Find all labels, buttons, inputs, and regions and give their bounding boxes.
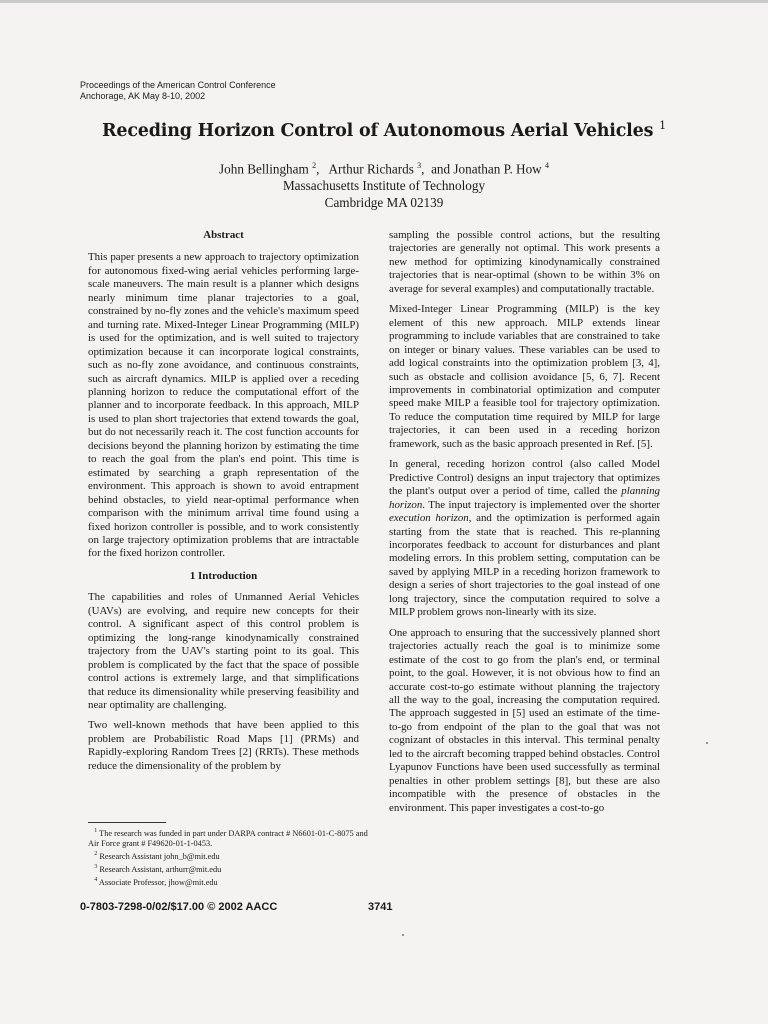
author-1-mark: 2 — [312, 161, 317, 170]
right-paragraph-3-part-c: , and the optimization is performed again starting from the state that is reached. This re-planning incorporates feedback to account for disturbances and plant modeling errors. In this problem setting, computation can be saved by applying MILP in a receding horizon framework to design a series of short trajectories to the goal instead of one long trajectory, since the computation required to solve a MILP problem grows non-linearly with its size. — [389, 512, 660, 619]
footnote-2-mark: 2 — [94, 851, 98, 858]
author-names: John Bellingham $^2$, Arthur Richards $^3$, and Jonathan P. How $^4$ — [219, 161, 549, 177]
footnote-3 — [88, 862, 368, 875]
author-2: Arthur Richards — [328, 161, 414, 177]
footnote-2-text: Research Assistant john_b@mit.edu — [99, 852, 220, 862]
right-paragraph-4: One approach to ensuring that the successively planned short trajectories actually reach the goal is to minimize some estimate of the cost to go from the plan's end, or terminal point, to the goal. However, it is not obvious how to find an accurate cost-to-go estimate without planning the trajectory all the way to the goal, increasing the computation required. The approach suggested in [5] used an estimate of the time-to-go from endpoint of the plan to the goal that was not cognizant of obstacles in this interval. This terminal penalty led to the aircraft becoming trapped behind obstacles. Control Lyapunov Functions have been used successfully as terminal penalties in other problem settings [8], but these are also incompatible with the presence of obstacles in the environment. This paper investigates a cost-to-go — [389, 626, 660, 814]
intro-paragraph-2: Two well-known methods that have been applied to this problem are Probabilistic Road Maps [1] (PRMs) and Rapidly-exploring Random Trees [2] (RRTs). These methods reduce the dimensionality of the problem by — [88, 719, 359, 772]
right-column — [389, 229, 660, 822]
abstract-text: This paper presents a new approach to trajectory optimization for autonomous fixed-wing aerial vehicles performing large-scale maneuvers. The main result is a planner which designs nearly minimum time planar trajectories to a goal, constrained by no-fly zones and the vehicle's maximum speed and turning rate. Mixed-Integer Linear Programming (MILP) is used for the optimization, and is well suited to trajectory optimization because it can incorporate logical constraints, such as no-fly zone avoidance, and continuous constraints, such as aircraft dynamics. MILP is applied over a receding planning horizon to reduce the computational effort of the planner and to incorporate feedback. In this approach, MILP is used to plan short trajectories that extend towards the goal, but do not necessarily reach it. The cost function accounts for decisions beyond the planning horizon by estimating the time to reach the goal from the plan's end point. This time is estimated by searching a graph representation of the environment. This approach is shown to avoid entrapment behind obstacles, to yield near-optimal performance when comparison with the minimum arrival time found using a fixed horizon controller is possible, and to work consistently on large trajectory optimization problems that are intractable for the fixed horizon controller. — [88, 251, 359, 560]
author-3-mark: 4 — [544, 161, 549, 170]
abstract-heading: Abstract — [203, 229, 244, 241]
planning-horizon-term: planning horizon — [389, 485, 660, 511]
execution-horizon-term: execution horizon — [389, 512, 469, 525]
affiliation: Massachusetts Institute of Technology — [282, 178, 486, 194]
title-footnote-mark: 1 — [659, 119, 666, 132]
author-1: John Bellingham — [219, 161, 309, 177]
paper-title — [0, 119, 768, 141]
page-number: 3741 — [368, 901, 393, 913]
footnote-3-mark: 3 — [94, 864, 98, 871]
footnote-2 — [88, 849, 368, 862]
footnote-1-mark: 1 — [94, 828, 98, 834]
right-paragraph-3-part-b: . The input trajectory is implemented over the shorter — [422, 498, 660, 511]
footnote-1-text: The research was funded in part under DARPA contract # N6601-01-C-8075 and Air Force grant # F49620-01-1-0453. — [88, 828, 368, 849]
footnote-3-text: Research Assistant, arthurr@mit.edu — [99, 865, 222, 875]
proceedings-header — [80, 80, 276, 102]
right-paragraph-2: Mixed-Integer Linear Programming (MILP) is the key element of this new approach. MILP extends linear programming to include variables that are constrained to take on integer or binary values. These variables can be used to add logical constraints into the optimization problem [3, 4], such as obstacle and collision avoidance [5, 6, 7]. Recent improvements in combinatorial optimization and computer speed make MILP a feasible tool for trajectory optimization. To reduce the computation time required by MILP for large trajectories, it can been used in a receding horizon framework, such as the basic approach presented in Ref. [5]. — [389, 303, 660, 450]
footnote-4 — [88, 875, 368, 888]
author-block — [0, 157, 768, 211]
footnotes — [88, 826, 368, 889]
left-column — [88, 229, 359, 780]
proceedings-line-1: Proceedings of the American Control Conference — [80, 80, 276, 90]
right-paragraph-3-part-a: In general, receding horizon control (also called Model Predictive Control) designs an input trajectory that optimizes the plant's output over a period of time, called the — [389, 458, 660, 498]
footnote-1 — [88, 826, 368, 849]
author-and: and — [431, 161, 451, 177]
footnote-4-text: Associate Professor, jhow@mit.edu — [98, 878, 218, 888]
introduction-heading: 1 Introduction — [189, 569, 258, 582]
footnote-4-mark: 4 — [94, 877, 98, 884]
scan-speck — [706, 742, 708, 744]
right-paragraph-1: sampling the possible control actions, but the resulting trajectories are generally not optimal. This work presents a new method for optimizing kinodynamically constrained trajectories that is near-optimal (shown to be within 3% on average for several examples) and computationally tractable. — [389, 229, 660, 295]
page-top-border — [0, 0, 768, 3]
location: Cambridge MA 02139 — [324, 195, 444, 211]
right-paragraph-3 — [389, 458, 660, 619]
isbn-copyright: 0-7803-7298-0/02/$17.00 © 2002 AACC — [80, 901, 278, 913]
author-3: Jonathan P. How — [453, 161, 542, 177]
proceedings-line-2: Anchorage, AK May 8-10, 2002 — [80, 91, 206, 101]
scan-speck — [402, 934, 404, 936]
author-2-mark: 3 — [417, 161, 422, 170]
footnote-rule — [88, 822, 166, 823]
paper-title-text: Receding Horizon Control of Autonomous Aerial Vehicles — [102, 120, 654, 141]
intro-paragraph-1: The capabilities and roles of Unmanned Aerial Vehicles (UAVs) are evolving, and require new concepts for their control. A significant aspect of this control problem is optimizing the long-range kinodynamically constrained trajectory from the UAV's starting point to its goal. This problem is complicated by the fact that the space of possible control actions is extremely large, and that simplifications that reduce its dimensionality while preserving feasibility and near optimality are challenging. — [88, 591, 359, 711]
